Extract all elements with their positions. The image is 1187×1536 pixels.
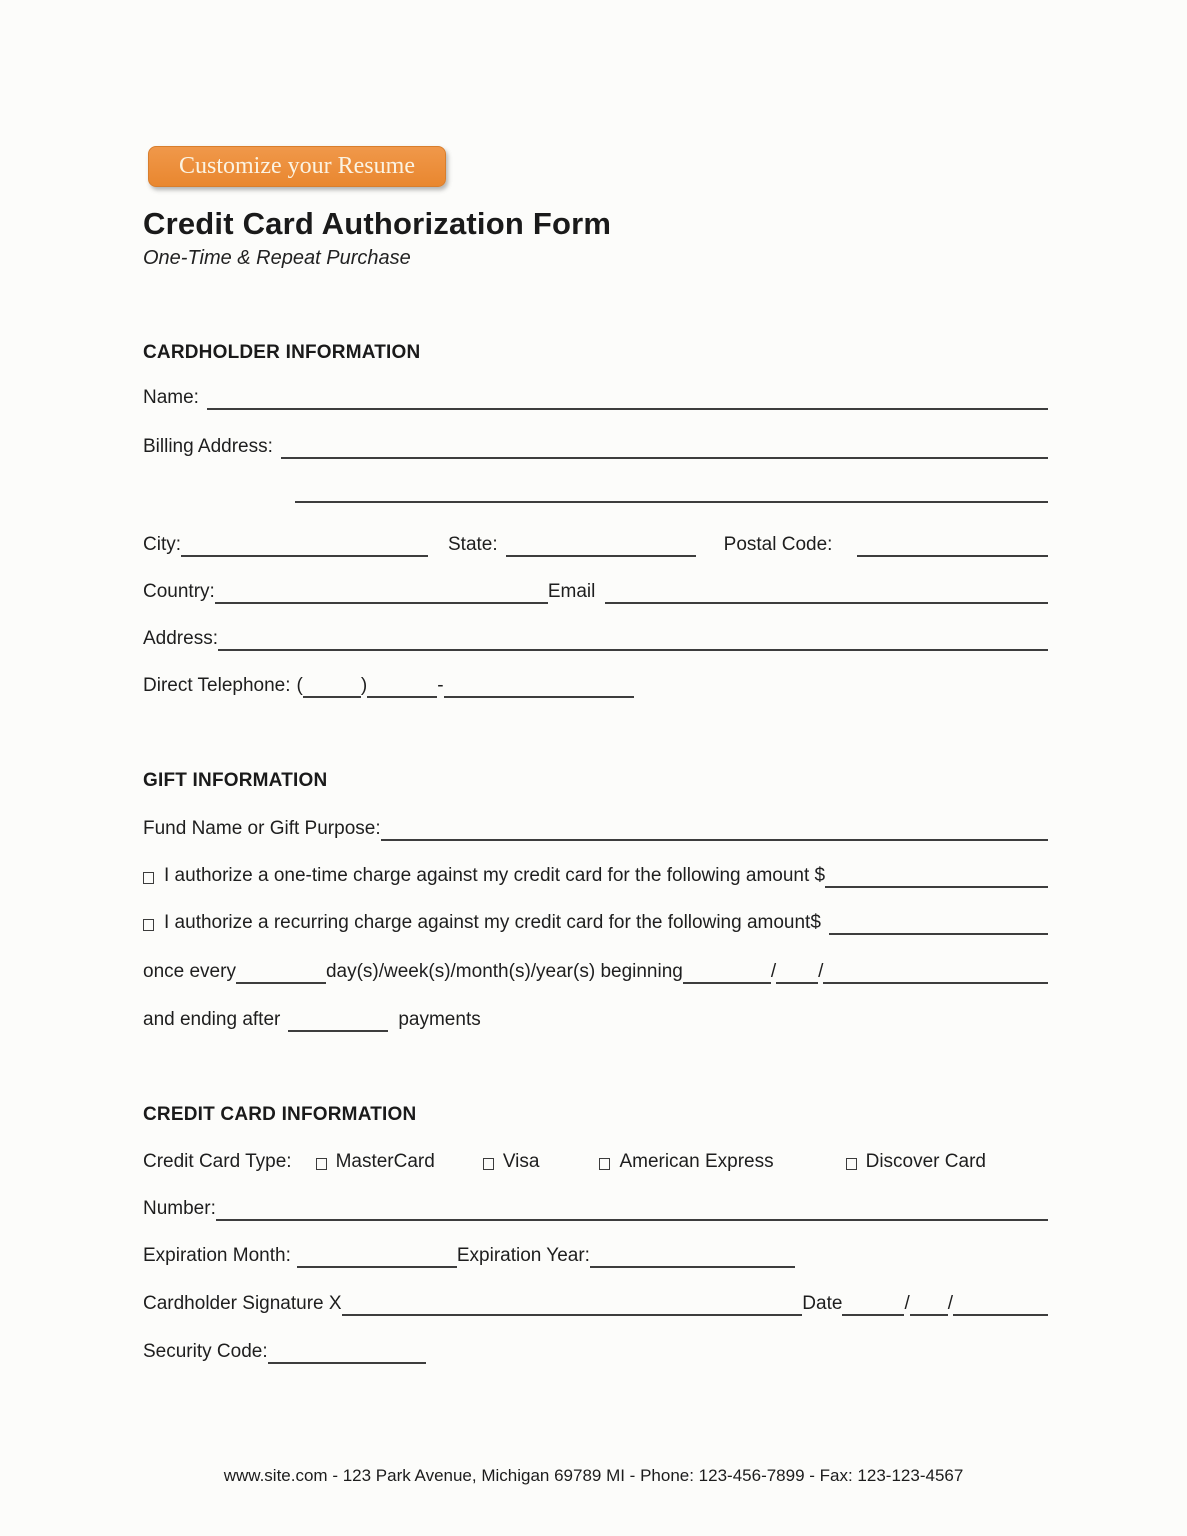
email-blank-line <box>605 582 1048 604</box>
city-blank-line <box>181 535 428 557</box>
one-time-charge-checkbox[interactable] <box>143 872 154 884</box>
billing-address-label: Billing Address: <box>143 436 273 457</box>
date-label: Date <box>802 1293 843 1314</box>
city-label: City: <box>143 534 181 555</box>
card-type-option-visa[interactable] <box>483 1150 540 1174</box>
expiration-row <box>143 1244 1048 1268</box>
security-code-row <box>143 1340 1048 1364</box>
billing-address-row <box>143 435 1048 459</box>
address-blank-line <box>218 629 1048 651</box>
telephone-row <box>143 674 1048 698</box>
state-blank-line <box>506 535 696 557</box>
once-every-label: once every <box>143 961 236 982</box>
frequency-row <box>143 960 1048 984</box>
address-label: Address: <box>143 628 218 649</box>
footer-contact-text: www.site.com - 123 Park Avenue, Michigan 69789 MI - Phone: 123-456-7899 - Fax: 123-123-4567 <box>223 1466 964 1485</box>
fund-name-row <box>143 817 1048 841</box>
expiration-year-blank-line <box>590 1246 795 1268</box>
date-month-blank-line <box>842 1294 904 1316</box>
begin-date-slash-2: / <box>818 961 824 982</box>
date-day-blank-line <box>910 1294 948 1316</box>
security-code-blank-line <box>268 1342 426 1364</box>
one-time-charge-text: I authorize a one-time charge against my credit card for the following amount $ <box>164 865 826 886</box>
card-type-option-mastercard[interactable] <box>316 1150 435 1174</box>
amex-label: American Express <box>619 1151 774 1172</box>
date-slash-2: / <box>947 1293 953 1314</box>
recurring-amount-blank-line <box>829 913 1048 935</box>
area-code-blank-line <box>303 676 361 698</box>
page-title: Credit Card Authorization Form <box>143 206 612 241</box>
fund-name-blank-line <box>381 819 1048 841</box>
country-label: Country: <box>143 581 215 602</box>
recurring-charge-text: I authorize a recurring charge against my credit card for the following amount$ <box>164 912 821 933</box>
ending-after-row <box>143 1008 1048 1032</box>
country-email-row <box>143 580 1048 604</box>
phone-prefix-blank-line <box>367 676 437 698</box>
card-type-option-discover[interactable] <box>846 1150 986 1174</box>
card-type-row <box>143 1150 1048 1174</box>
begin-month-blank-line <box>683 962 771 984</box>
country-blank-line <box>215 582 548 604</box>
cardholder-section-heading: CARDHOLDER INFORMATION <box>143 342 421 363</box>
telephone-label: Direct Telephone: <box>143 675 291 696</box>
telephone-close-paren: ) <box>360 675 368 696</box>
one-time-charge-row <box>143 864 1048 888</box>
email-label: Email <box>547 581 596 602</box>
billing-address-continuation-line <box>295 481 1048 503</box>
phone-suffix-blank-line <box>444 676 634 698</box>
billing-address-blank-line <box>281 437 1048 459</box>
telephone-dash: - <box>437 675 444 696</box>
postal-code-blank-line <box>857 535 1048 557</box>
security-code-label: Security Code: <box>143 1341 268 1362</box>
date-slash-1: / <box>904 1293 910 1314</box>
discover-label: Discover Card <box>865 1151 986 1172</box>
fund-name-label: Fund Name or Gift Purpose: <box>143 818 381 839</box>
city-state-postal-row <box>143 533 1048 557</box>
address-row <box>143 627 1048 651</box>
one-time-amount-blank-line <box>825 866 1048 888</box>
recurring-charge-row <box>143 911 1048 935</box>
ending-after-label: and ending after <box>143 1009 281 1030</box>
credit-card-section-heading: CREDIT CARD INFORMATION <box>143 1104 417 1125</box>
name-label: Name: <box>143 387 199 408</box>
card-number-blank-line <box>216 1199 1048 1221</box>
begin-day-blank-line <box>776 962 818 984</box>
customize-resume-button[interactable]: Customize your Resume <box>148 146 446 187</box>
page-subtitle: One-Time & Repeat Purchase <box>143 247 411 269</box>
expiration-month-blank-line <box>297 1246 457 1268</box>
mastercard-label: MasterCard <box>335 1151 435 1172</box>
begin-date-slash-1: / <box>770 961 777 982</box>
discover-checkbox[interactable] <box>846 1158 857 1170</box>
expiration-year-label: Expiration Year: <box>456 1245 590 1266</box>
date-year-blank-line <box>953 1294 1048 1316</box>
gift-section-heading: GIFT INFORMATION <box>143 770 328 791</box>
telephone-open-paren: ( <box>296 675 303 696</box>
card-number-row <box>143 1197 1048 1221</box>
frequency-units-text: day(s)/week(s)/month(s)/year(s) beginning <box>325 961 683 982</box>
card-number-label: Number: <box>143 1198 216 1219</box>
signature-label: Cardholder Signature X <box>143 1293 342 1314</box>
signature-row <box>143 1292 1048 1316</box>
visa-checkbox[interactable] <box>483 1158 494 1170</box>
card-type-label: Credit Card Type: <box>143 1151 292 1172</box>
visa-label: Visa <box>502 1151 540 1172</box>
card-type-option-amex[interactable] <box>599 1150 773 1174</box>
recurring-charge-checkbox[interactable] <box>143 919 154 931</box>
name-row <box>143 386 1048 410</box>
state-label: State: <box>448 534 498 555</box>
begin-year-blank-line <box>823 962 1048 984</box>
mastercard-checkbox[interactable] <box>316 1158 327 1170</box>
signature-blank-line <box>342 1294 803 1316</box>
frequency-count-blank-line <box>236 962 326 984</box>
postal-code-label: Postal Code: <box>723 534 833 555</box>
name-blank-line <box>207 388 1048 410</box>
amex-checkbox[interactable] <box>599 1158 610 1170</box>
expiration-month-label: Expiration Month: <box>143 1245 291 1266</box>
payments-count-blank-line <box>288 1010 388 1032</box>
payments-label: payments <box>398 1009 481 1030</box>
